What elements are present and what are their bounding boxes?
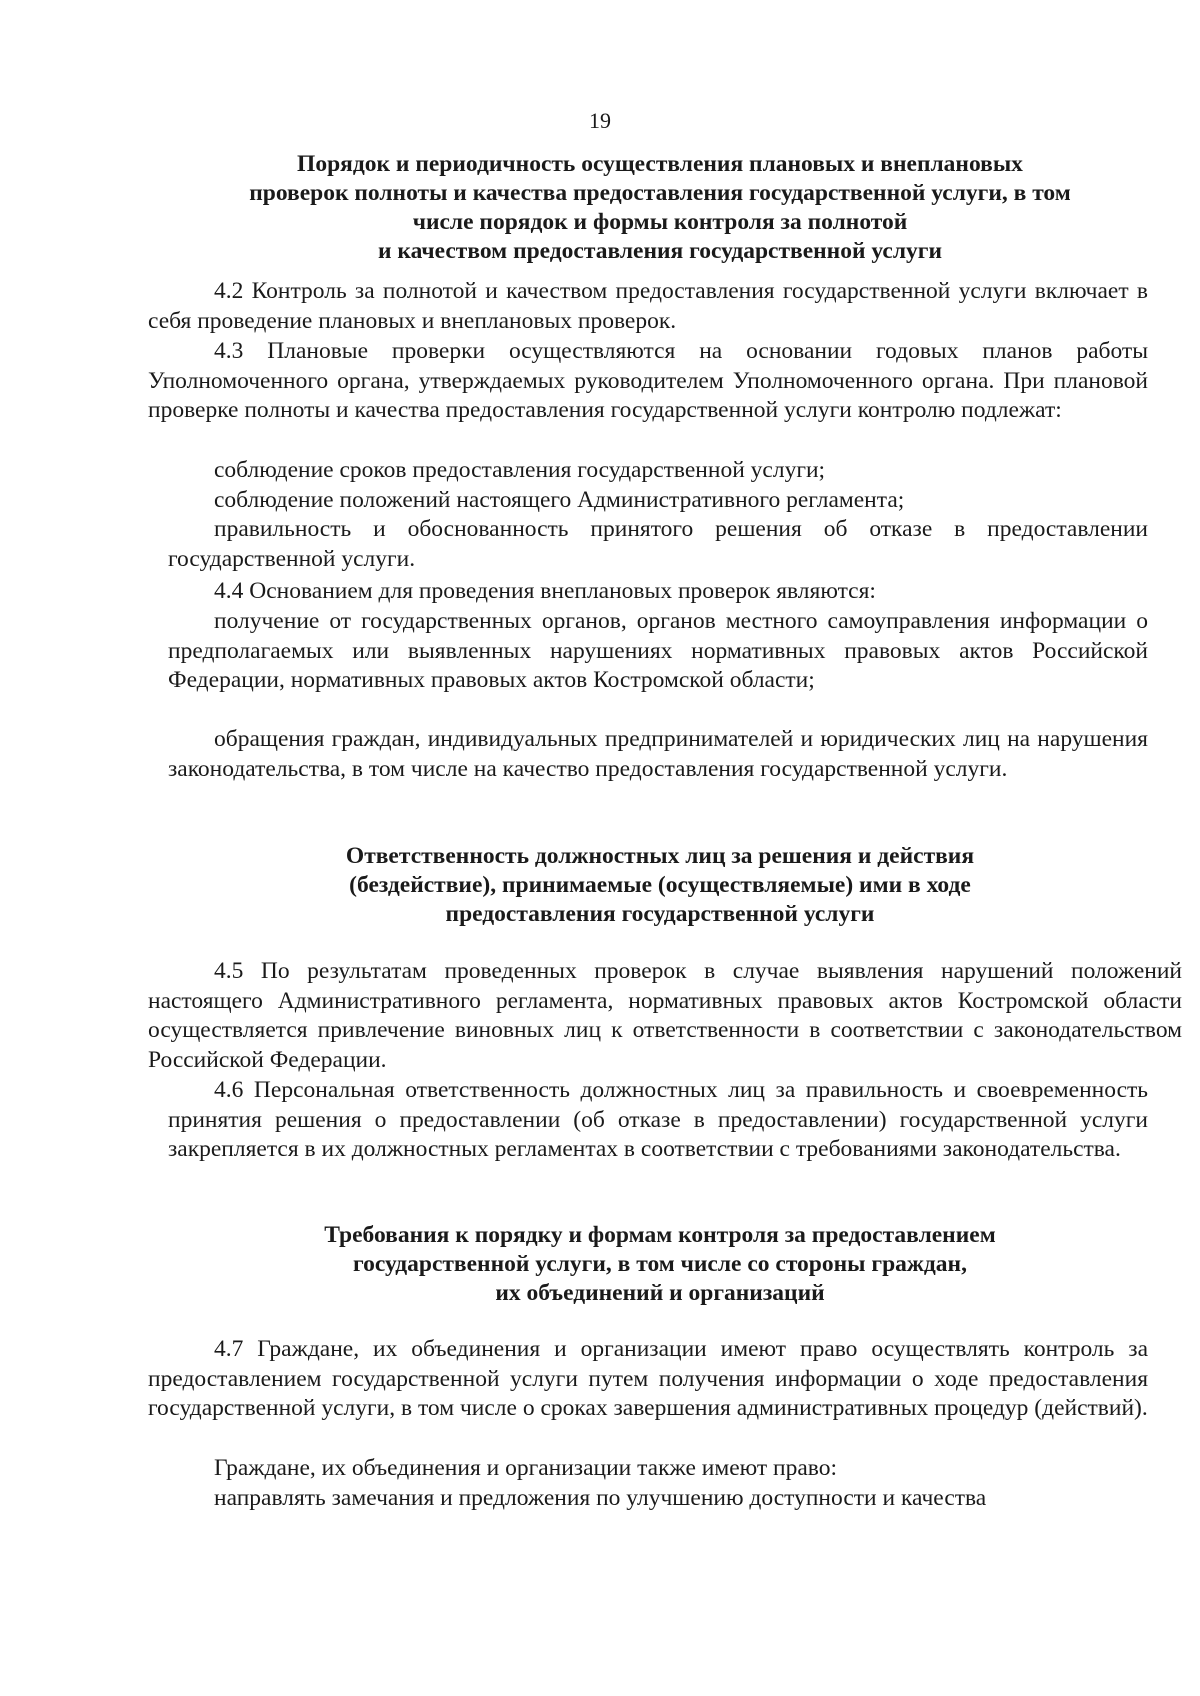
heading-line: Ответственность должностных лиц за решения и действия bbox=[345, 843, 975, 869]
paragraph: 4.5 По результатам проведенных проверок в случае выявления нарушений положений настоящего Административного регламента, нормативных правовых актов Костромской области осуществляется привлечение виновных лиц к ответственности в соответствии с законодательством Российской Федерации. bbox=[148, 958, 1182, 1074]
section-heading bbox=[130, 150, 1190, 266]
paragraph: 4.3 Плановые проверки осуществляются на основании годовых планов работы Уполномоченного органа, утверждаемых руководителем Уполномоченного органа. При плановой проверке полноты и качества предоставления государственной услуги контролю подлежат: bbox=[148, 338, 1148, 424]
paragraph: обращения граждан, индивидуальных предпринимателей и юридических лиц на нарушения законодательства, в том числе на качество предоставления государственной услуги. bbox=[168, 726, 1148, 782]
paragraph: получение от государственных органов, органов местного самоуправления информации о предполагаемых или выявленных нарушениях нормативных правовых актов Российской Федерации, нормативных правовых актов Костромской области; bbox=[168, 608, 1148, 694]
heading-line: их объединений и организаций bbox=[495, 1280, 825, 1306]
heading-line: проверок полноты и качества предоставления государственной услуги, в том bbox=[249, 180, 1071, 206]
page-number: 19 bbox=[589, 108, 611, 133]
paragraph: 4.4 Основанием для проведения внеплановых проверок являются: bbox=[214, 578, 876, 604]
heading-line: (бездействие), принимаемые (осуществляемые) ими в ходе bbox=[349, 872, 971, 898]
section-heading bbox=[130, 842, 1190, 929]
paragraph: 4.7 Граждане, их объединения и организации имеют право осуществлять контроль за предоставлением государственной услуги путем получения информации о ходе предоставления государственной услуги, в том числе о сроках завершения административных процедур (действий). bbox=[148, 1336, 1148, 1422]
heading-line: предоставления государственной услуги bbox=[445, 901, 875, 927]
heading-line: Требования к порядку и формам контроля за предоставлением bbox=[324, 1222, 996, 1248]
heading-line: Порядок и периодичность осуществления плановых и внеплановых bbox=[297, 151, 1023, 177]
heading-line: и качеством предоставления государственной услуги bbox=[378, 238, 942, 264]
paragraph: правильность и обоснованность принятого решения об отказе в предоставлении государственной услуги. bbox=[168, 516, 1148, 572]
paragraph: соблюдение сроков предоставления государственной услуги; bbox=[214, 457, 826, 483]
paragraph: соблюдение положений настоящего Административного регламента; bbox=[214, 487, 905, 513]
section-heading bbox=[130, 1221, 1190, 1308]
paragraph: Граждане, их объединения и организации также имеют право: bbox=[214, 1455, 838, 1481]
paragraph: направлять замечания и предложения по улучшению доступности и качества bbox=[214, 1485, 987, 1511]
heading-line: числе порядок и формы контроля за полнотой bbox=[412, 209, 908, 235]
paragraph: 4.6 Персональная ответственность должностных лиц за правильность и своевременность принятия решения о предоставлении (об отказе в предоставлении) государственной услуги закрепляется в их должностных регламентах в соответствии с требованиями законодательства. bbox=[168, 1077, 1148, 1163]
paragraph: 4.2 Контроль за полнотой и качеством предоставления государственной услуги включает в себя проведение плановых и внеплановых проверок. bbox=[148, 278, 1148, 334]
heading-line: государственной услуги, в том числе со стороны граждан, bbox=[353, 1251, 967, 1277]
